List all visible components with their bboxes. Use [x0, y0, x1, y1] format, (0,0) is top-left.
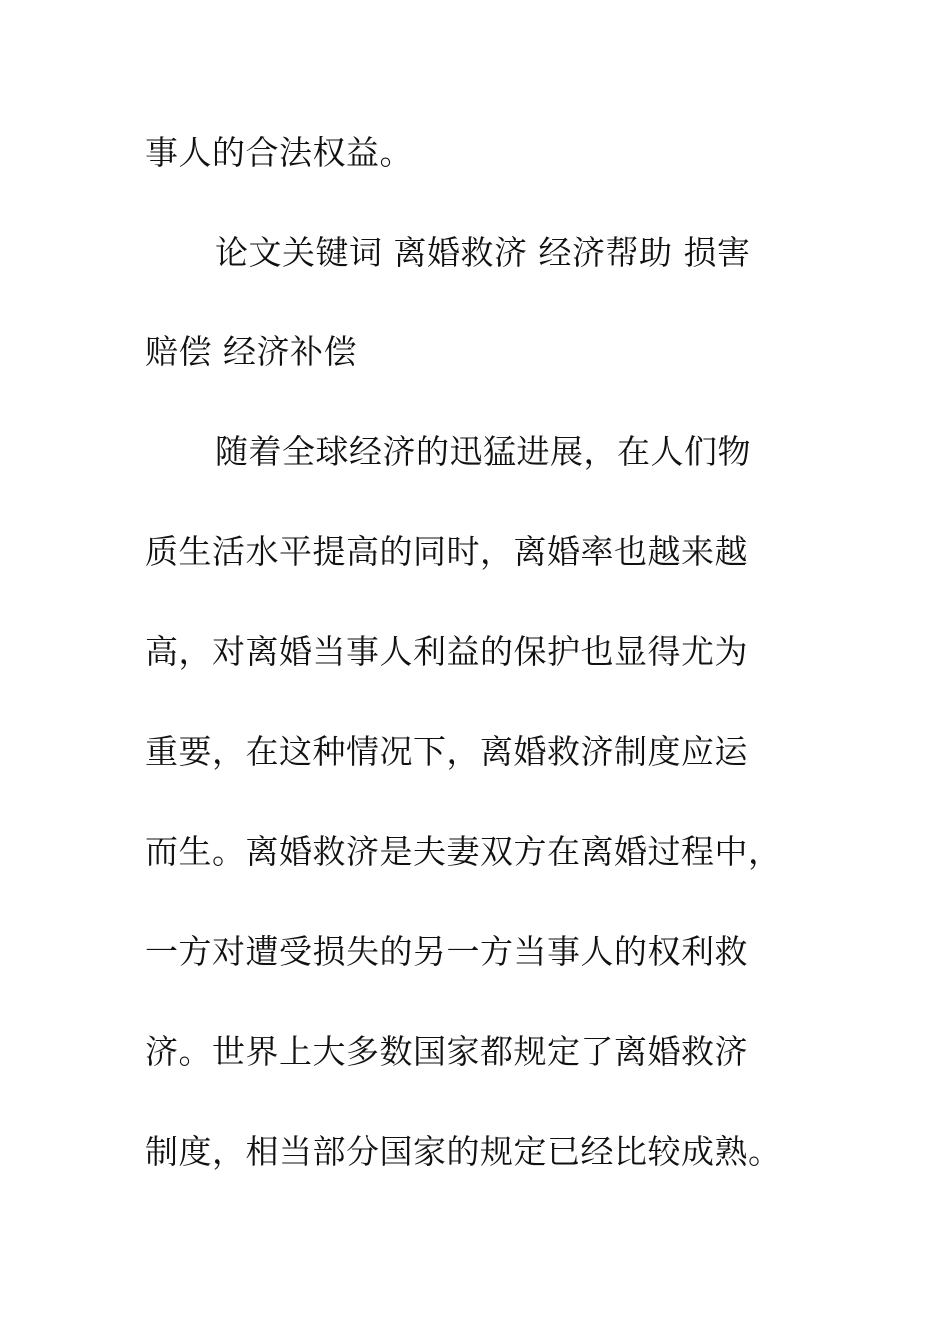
- paragraph-line-4: 重要，在这种情况下，离婚救济制度应运: [145, 732, 748, 771]
- paragraph-line-2: 质生活水平提高的同时，离婚率也越来越: [145, 532, 748, 571]
- paragraph-line-1: 随着全球经济的迅猛进展，在人们物: [215, 432, 751, 471]
- paragraph-line-8: 制度，相当部分国家的规定已经比较成熟。: [145, 1132, 782, 1171]
- paragraph-line-7: 济。世界上大多数国家都规定了离婚救济: [145, 1032, 748, 1071]
- text-line-1: 事人的合法权益。: [145, 133, 413, 172]
- paragraph-line-6: 一方对遭受损失的另一方当事人的权利救: [145, 932, 748, 971]
- keywords-line: 论文关键词 离婚救济 经济帮助 损害: [215, 233, 751, 272]
- paragraph-line-3: 高，对离婚当事人利益的保护也显得尤为: [145, 632, 748, 671]
- paragraph-line-5: 而生。离婚救济是夫妻双方在离婚过程中，: [145, 832, 782, 871]
- keywords-line-continued: 赔偿 经济补偿: [145, 332, 357, 371]
